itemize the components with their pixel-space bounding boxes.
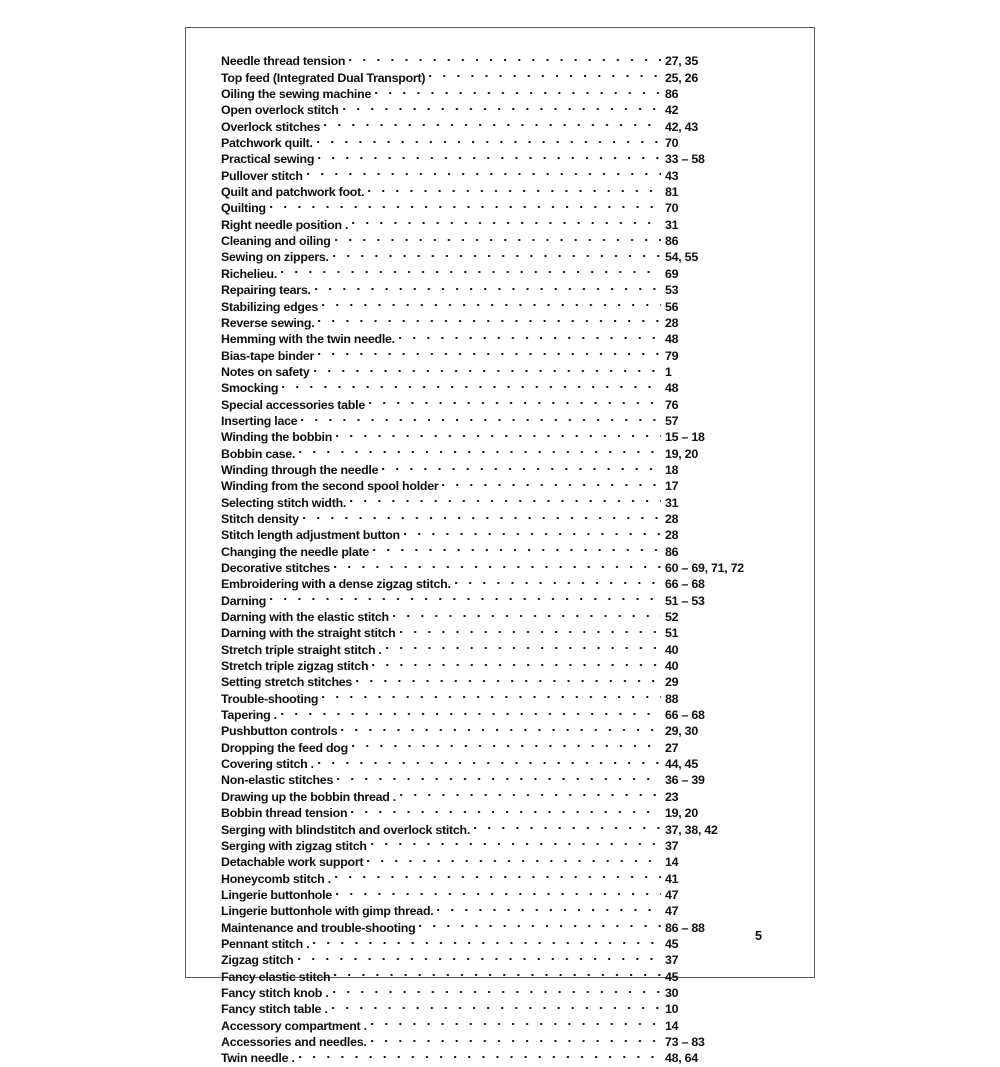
index-dot-leader — [373, 539, 661, 555]
index-entry-title: Repairing tears. — [221, 283, 311, 298]
index-entry-pages: 29 — [665, 675, 679, 690]
index-entry-pages: 66 – 68 — [665, 708, 705, 723]
index-dot-leader — [369, 392, 661, 408]
index-entry-pages: 76 — [665, 397, 679, 412]
index-entry-title: Winding through the needle — [221, 462, 379, 477]
index-dot-leader — [336, 425, 661, 441]
index-entry-list — [221, 49, 783, 1066]
index-dot-leader — [343, 98, 661, 114]
index-entry-title: Stitch density — [221, 511, 299, 526]
index-dot-leader — [282, 376, 661, 392]
index-entry-title: Accessory compartment . — [221, 1018, 367, 1033]
index-entry-pages: 60 – 69, 71, 72 — [665, 561, 744, 575]
index-dot-leader — [333, 981, 661, 997]
index-entry-title: Stretch triple straight stitch . — [221, 642, 382, 657]
index-entry-pages: 27 — [665, 740, 679, 755]
index-entry-title: Smocking — [221, 381, 279, 396]
index-dot-leader — [351, 801, 661, 817]
index-dot-leader — [368, 180, 661, 196]
index-dot-leader — [356, 670, 661, 686]
index-entry-pages: 18 — [665, 462, 679, 477]
index-dot-leader — [334, 964, 661, 980]
index-dot-leader — [299, 1046, 661, 1062]
index-entry-title: Zigzag stitch — [221, 953, 294, 968]
index-dot-leader — [322, 686, 661, 702]
index-entry-pages: 37, 38, 42 — [665, 822, 718, 837]
index-entry-title: Embroidering with a dense zigzag stitch. — [221, 577, 451, 592]
index-entry-title: Top feed (Integrated Dual Transport) — [221, 70, 426, 85]
index-entry-pages: 70 — [665, 201, 679, 216]
index-dot-leader — [350, 490, 661, 506]
index-dot-leader — [367, 850, 661, 866]
index-entry-title: Decorative stitches — [221, 561, 330, 575]
index-dot-leader — [314, 360, 661, 376]
index-entry-title: Overlock stitches — [221, 119, 321, 134]
index-dot-leader — [371, 1013, 661, 1029]
index-dot-leader — [393, 605, 661, 621]
index-entry-pages: 42 — [665, 103, 679, 118]
index-entry-title: Fancy stitch table . — [221, 1002, 328, 1017]
index-entry-title: Richelieu. — [221, 266, 278, 281]
index-entry-pages: 14 — [665, 855, 679, 870]
index-entry-title: Bobbin thread tension — [221, 806, 348, 821]
index-entry-pages: 48 — [665, 381, 679, 396]
index-entry-pages: 17 — [665, 479, 679, 494]
index-entry-pages: 25, 26 — [665, 70, 698, 85]
index-entry-pages: 14 — [665, 1018, 679, 1033]
index-dot-leader — [307, 163, 661, 179]
index-entry-title: Detachable work support — [221, 855, 364, 870]
index-dot-leader — [318, 147, 661, 163]
index-entry-title: Bobbin case. — [221, 446, 296, 461]
index-entry-title: Lingerie buttonhole — [221, 887, 332, 902]
index-entry-pages: 66 – 68 — [665, 577, 705, 592]
index-dot-leader — [419, 915, 661, 931]
index-dot-leader — [371, 834, 661, 850]
index-entry-title: Serging with blindstitch and overlock stitch. — [221, 822, 471, 837]
index-dot-leader — [386, 637, 661, 653]
index-entry-pages: 28 — [665, 315, 679, 330]
index-entry-title: Patchwork quilt. — [221, 136, 313, 151]
index-entry-pages: 73 – 83 — [665, 1034, 705, 1049]
index-dot-leader — [404, 523, 661, 539]
index-entry-pages: 15 – 18 — [665, 430, 705, 445]
index-entry-pages: 45 — [665, 936, 679, 951]
index-entry-pages: 51 – 53 — [665, 593, 705, 608]
index-entry-title: Changing the needle plate — [221, 544, 370, 559]
index-entry-pages: 51 — [665, 626, 679, 641]
index-entry-title: Pullover stitch — [221, 168, 303, 183]
index-entry-title: Stitch length adjustment button — [221, 528, 400, 543]
index-entry-pages: 48, 64 — [665, 1051, 698, 1066]
index-entry-pages: 36 – 39 — [665, 773, 705, 788]
index-dot-leader — [349, 49, 661, 65]
index-dot-leader — [322, 294, 661, 310]
index-dot-leader — [318, 343, 661, 359]
index-entry-title: Maintenance and trouble-shooting — [221, 920, 416, 935]
index-dot-leader — [442, 474, 661, 490]
index-dot-leader — [335, 866, 661, 882]
index-entry-pages: 43 — [665, 168, 679, 183]
index-entry-pages: 79 — [665, 348, 679, 363]
index-entry-title: Accessories and needles. — [221, 1034, 367, 1049]
index-entry-title: Darning with the elastic stitch — [221, 610, 389, 625]
index-entry-pages: 69 — [665, 266, 679, 281]
index-entry-title: Cleaning and oiling — [221, 234, 331, 249]
index-entry-pages: 19, 20 — [665, 446, 698, 461]
index-dot-leader — [437, 899, 661, 915]
index-entry-pages: 47 — [665, 904, 679, 919]
index-entry — [221, 49, 783, 69]
index-entry-pages: 33 – 58 — [665, 152, 705, 167]
index-entry-pages: 88 — [665, 691, 679, 706]
document-page-frame — [185, 27, 815, 1066]
index-entry-title: Twin needle . — [221, 1051, 295, 1066]
index-entry-title: Selecting stitch width. — [221, 495, 347, 510]
index-entry-pages: 37 — [665, 953, 679, 968]
index-entry-title: Bias-tape binder — [221, 348, 315, 363]
index-dot-leader — [270, 196, 661, 212]
index-entry-title: Lingerie buttonhole with gimp thread. — [221, 904, 434, 919]
index-entry-pages: 40 — [665, 659, 679, 674]
index-dot-leader — [318, 752, 661, 768]
index-entry-pages: 52 — [665, 610, 679, 625]
index-entry-pages: 23 — [665, 789, 679, 804]
index-entry-title: Needle thread tension — [221, 54, 346, 69]
index-dot-leader — [335, 229, 661, 245]
index-entry-pages: 40 — [665, 642, 679, 657]
index-dot-leader — [371, 1030, 661, 1046]
index-dot-leader — [455, 572, 661, 588]
index-entry-title: Stretch triple zigzag stitch — [221, 659, 369, 674]
index-entry-title: Covering stitch . — [221, 757, 314, 772]
index-entry-title: Fancy stitch knob . — [221, 985, 329, 1000]
index-entry-title: Dropping the feed dog — [221, 740, 348, 755]
page-number: 5 — [754, 929, 762, 943]
index-entry-pages: 37 — [665, 838, 679, 853]
index-dot-leader — [336, 883, 661, 899]
index-entry-pages: 31 — [665, 495, 679, 510]
index-entry-title: Pushbutton controls — [221, 724, 338, 739]
index-dot-leader — [317, 131, 661, 147]
index-dot-leader — [301, 409, 661, 425]
index-entry-pages: 19, 20 — [665, 806, 698, 821]
index-entry-title: Sewing on zippers. — [221, 250, 329, 265]
index-entry-pages: 86 – 88 — [665, 920, 705, 935]
index-entry-pages: 42, 43 — [665, 119, 698, 134]
index-dot-leader — [281, 703, 661, 719]
index-entry-pages: 10 — [665, 1002, 679, 1017]
index-dot-leader — [400, 784, 661, 800]
index-dot-leader — [281, 261, 661, 277]
index-entry-pages: 86 — [665, 544, 679, 559]
index-dot-leader — [341, 719, 661, 735]
index-entry-title: Winding the bobbin — [221, 430, 333, 445]
index-entry-title: Practical sewing — [221, 152, 315, 167]
index-entry-title: Notes on safety — [221, 364, 310, 379]
index-entry-pages: 86 — [665, 234, 679, 249]
index-dot-leader — [313, 932, 661, 948]
index-entry-title: Serging with zigzag stitch — [221, 838, 367, 853]
index-entry-title: Trouble-shooting — [221, 691, 319, 706]
index-dot-leader — [375, 82, 661, 98]
index-entry-title: Non-elastic stitches — [221, 773, 334, 788]
index-dot-leader — [303, 507, 661, 523]
index-entry-pages: 70 — [665, 136, 679, 151]
index-entry-pages: 56 — [665, 299, 679, 314]
index-entry-title: Reverse sewing. — [221, 315, 315, 330]
index-dot-leader — [318, 311, 661, 327]
index-dot-leader — [352, 212, 661, 228]
index-entry-title: Setting stretch stitches — [221, 675, 353, 690]
index-dot-leader — [315, 278, 661, 294]
index-entry-pages: 27, 35 — [665, 54, 698, 69]
index-dot-leader — [337, 768, 661, 784]
index-entry-title: Oiling the sewing machine — [221, 87, 372, 102]
index-entry-title: Darning with the straight stitch — [221, 626, 396, 641]
index-entry-title: Honeycomb stitch . — [221, 871, 331, 886]
index-dot-leader — [334, 556, 661, 572]
index-entry-pages: 48 — [665, 332, 679, 347]
index-entry-pages: 1 — [665, 364, 672, 379]
index-dot-leader — [429, 65, 661, 81]
index-entry-pages: 28 — [665, 528, 679, 543]
index-entry-pages: 31 — [665, 217, 679, 232]
index-entry-title: Fancy elastic stitch — [221, 969, 331, 984]
index-entry-pages: 53 — [665, 283, 679, 298]
index-entry-title: Pennant stitch . — [221, 936, 310, 951]
index-entry-pages: 47 — [665, 887, 679, 902]
index-entry-title: Special accessories table — [221, 397, 365, 412]
index-entry-pages: 41 — [665, 871, 679, 886]
index-dot-leader — [298, 948, 662, 964]
index-entry-pages: 44, 45 — [665, 757, 698, 772]
index-entry-title: Right needle position . — [221, 217, 349, 232]
index-entry-pages: 30 — [665, 985, 679, 1000]
index-dot-leader — [299, 441, 661, 457]
index-dot-leader — [399, 327, 661, 343]
index-entry-title: Winding from the second spool holder — [221, 479, 439, 494]
index-entry-title: Stabilizing edges — [221, 299, 318, 314]
index-entry-pages: 29, 30 — [665, 724, 698, 739]
index-entry-title: Open overlock stitch — [221, 103, 339, 118]
index-entry-title: Darning — [221, 593, 267, 608]
index-entry-title: Quilt and patchwork foot. — [221, 185, 365, 200]
index-entry-pages: 86 — [665, 87, 679, 102]
index-dot-leader — [333, 245, 661, 261]
index-entry-pages: 28 — [665, 511, 679, 526]
index-entry-title: Tapering . — [221, 708, 277, 723]
index-entry-pages: 54, 55 — [665, 250, 698, 265]
index-entry-pages: 81 — [665, 185, 679, 200]
index-dot-leader — [372, 654, 661, 670]
index-entry-pages: 45 — [665, 969, 679, 984]
index-entry-title: Drawing up the bobbin thread . — [221, 789, 396, 804]
index-dot-leader — [270, 588, 661, 604]
index-dot-leader — [474, 817, 661, 833]
index-entry-title: Hemming with the twin needle. — [221, 332, 395, 347]
index-dot-leader — [382, 458, 661, 474]
index-entry-title: Inserting lace — [221, 413, 298, 428]
index-dot-leader — [352, 735, 661, 751]
index-dot-leader — [400, 621, 662, 637]
index-entry-title: Quilting — [221, 201, 266, 216]
index-dot-leader — [332, 997, 661, 1013]
index-entry-pages: 57 — [665, 413, 679, 428]
index-dot-leader — [324, 114, 661, 130]
